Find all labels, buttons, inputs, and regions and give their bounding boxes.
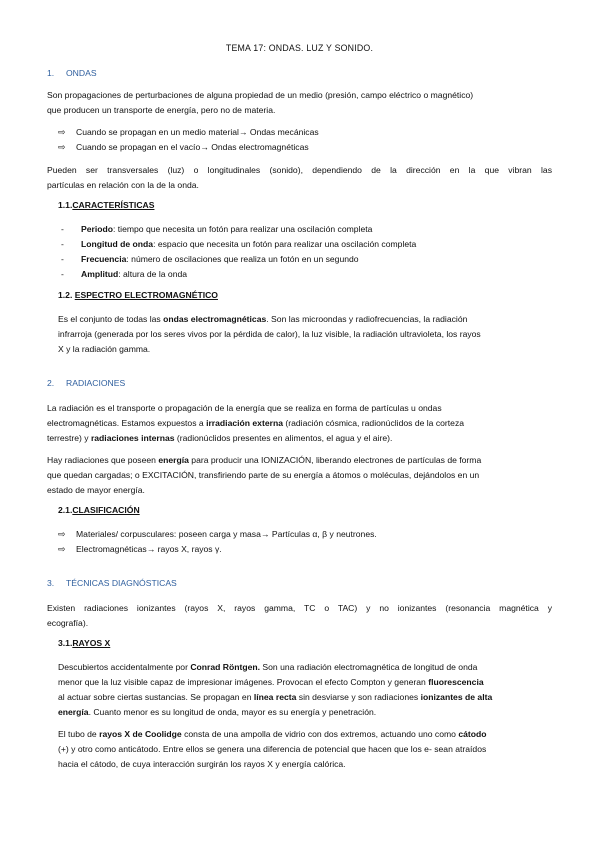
definition: : número de oscilaciones que realiza un fotón en un segundo xyxy=(126,254,359,264)
section-number: 3. xyxy=(47,578,55,588)
paragraph-line: Es el conjunto de todas las ondas electromagnéticas. Son las microondas y radiofrecuencias, la radiación xyxy=(58,314,468,324)
list-item xyxy=(58,140,309,154)
list-item-text: Materiales/ corpusculares: poseen carga y masa→ Partículas α, β y neutrones. xyxy=(76,529,377,539)
document-title: TEMA 17: ONDAS. LUZ Y SONIDO. xyxy=(225,43,374,53)
list-item-text: Cuando se propagan en un medio material→ Ondas mecánicas xyxy=(76,127,319,137)
paragraph-line: estado de mayor energía. xyxy=(47,485,145,495)
paragraph-line: Pueden ser transversales (luz) o longitudinales (sonido), dependiendo de la dirección en la que vibran las xyxy=(47,165,552,175)
paragraph-line: Son propagaciones de perturbaciones de alguna propiedad de un medio (presión, campo eléctrico o magnético) xyxy=(47,90,474,100)
paragraph-line: ecografía). xyxy=(47,618,89,628)
list-item: - Longitud de onda: espacio que necesita un fotón para realizar una oscilación completa xyxy=(61,239,417,249)
paragraph-line: hacia el cátodo, de cuya interacción surgirán los rayos X y energía calórica. xyxy=(58,759,346,769)
section-title: ONDAS xyxy=(66,68,97,78)
arrow-right-icon: ⇨ xyxy=(58,142,66,152)
section-heading-radiaciones xyxy=(47,378,125,388)
list-item-text: Electromagnéticas→ rayos X, rayos γ. xyxy=(76,544,222,554)
list-item: - Periodo: tiempo que necesita un fotón para realizar una oscilación completa xyxy=(61,224,373,234)
paragraph-line: Existen radiaciones ionizantes (rayos X, rayos gamma, TC o TAC) y no ionizantes (resonancia magnética y xyxy=(47,603,552,613)
section-number: 1. xyxy=(47,68,55,78)
list-item xyxy=(58,542,222,556)
term: Longitud de onda xyxy=(81,239,154,249)
definition: : espacio que necesita un fotón para realizar una oscilación completa xyxy=(153,239,417,249)
paragraph-line: El tubo de rayos X de Coolidge consta de una ampolla de vidrio con dos extremos, actuando uno como cátodo xyxy=(58,729,487,739)
arrow-right-icon: ⇨ xyxy=(58,529,66,539)
list-item-text: Cuando se propagan en el vacío→ Ondas electromagnéticas xyxy=(76,142,309,152)
term: Amplitud xyxy=(81,269,119,279)
paragraph-line: La radiación es el transporte o propagación de la energía que se realiza en forma de partículas u ondas xyxy=(47,403,442,413)
paragraph-line: que producen un transporte de energía, pero no de materia. xyxy=(47,105,276,115)
list-item: - Amplitud: altura de la onda xyxy=(61,269,188,279)
paragraph-line: X y la radiación gamma. xyxy=(58,344,151,354)
paragraph-line: electromagnéticas. Estamos expuestos a irradiación externa (radiación cósmica, radionúclidos de la corteza xyxy=(47,418,465,428)
section-title: TÉCNICAS DIAGNÓSTICAS xyxy=(66,578,177,588)
paragraph-line: Hay radiaciones que poseen energía para producir una IONIZACIÓN, liberando electrones de partículas de forma xyxy=(47,455,482,465)
definition: : tiempo que necesita un fotón para realizar una oscilación completa xyxy=(113,224,373,234)
list-item xyxy=(58,125,319,139)
section-heading-tecnicas xyxy=(47,578,177,588)
subsection-heading-clasificacion xyxy=(58,505,140,515)
arrow-right-icon: ⇨ xyxy=(58,127,66,137)
paragraph-line: partículas en relación con la de la onda. xyxy=(47,180,199,190)
subsection-title: CARACTERÍSTICAS xyxy=(72,200,155,210)
subsection-heading-rayos-x xyxy=(58,638,110,648)
subsection-number: 2.1. xyxy=(58,505,73,515)
paragraph-line: (+) y otro como anticátodo. Entre ellos se genera una diferencia de potencial que hacen que los e- sean atraídos xyxy=(58,744,487,754)
list-item: - Frecuencia: número de oscilaciones que realiza un fotón en un segundo xyxy=(61,254,359,264)
section-heading-ondas xyxy=(47,68,97,78)
paragraph-line: terrestre) y radiaciones internas (radionúclidos presentes en alimentos, el agua y el aire). xyxy=(47,433,393,443)
definition: : altura de la onda xyxy=(118,269,188,279)
paragraph-line: que quedan cargadas; o EXCITACIÓN, transfiriendo parte de su energía a átomos o moléculas, dejándolos en un xyxy=(47,470,480,480)
subsection-title: RAYOS X xyxy=(72,638,111,648)
subsection-title: ESPECTRO ELECTROMAGNÉTICO xyxy=(74,290,218,300)
paragraph-line: Descubiertos accidentalmente por Conrad Röntgen. Son una radiación electromagnética de longitud de onda xyxy=(58,662,478,672)
subsection-heading-caracteristicas xyxy=(58,200,154,210)
paragraph-line: infrarroja (generada por los seres vivos por la pérdida de calor), la luz visible, la radiación ultravioleta, los rayos xyxy=(58,329,481,339)
subsection-number: 3.1. xyxy=(58,638,73,648)
arrow-right-icon: ⇨ xyxy=(58,544,66,554)
paragraph-line: al actuar sobre ciertas sustancias. Se propagan en línea recta sin desviarse y son radiaciones ionizantes de alta xyxy=(58,692,493,702)
section-number: 2. xyxy=(47,378,55,388)
subsection-number: 1.1. xyxy=(58,200,73,210)
section-title: RADIACIONES xyxy=(66,378,126,388)
term: Periodo xyxy=(81,224,113,234)
paragraph-line: energía. Cuanto menor es su longitud de onda, mayor es su energía y penetración. xyxy=(58,707,377,717)
paragraph-line: menor que la luz visible capaz de impresionar imágenes. Provocan el efecto Compton y generan fluorescencia xyxy=(58,677,484,687)
list-item xyxy=(58,527,377,541)
subsection-title: CLASIFICACIÓN xyxy=(72,505,140,515)
term: Frecuencia xyxy=(81,254,127,264)
subsection-number: 1.2. xyxy=(58,290,73,300)
subsection-heading-espectro xyxy=(58,290,218,300)
